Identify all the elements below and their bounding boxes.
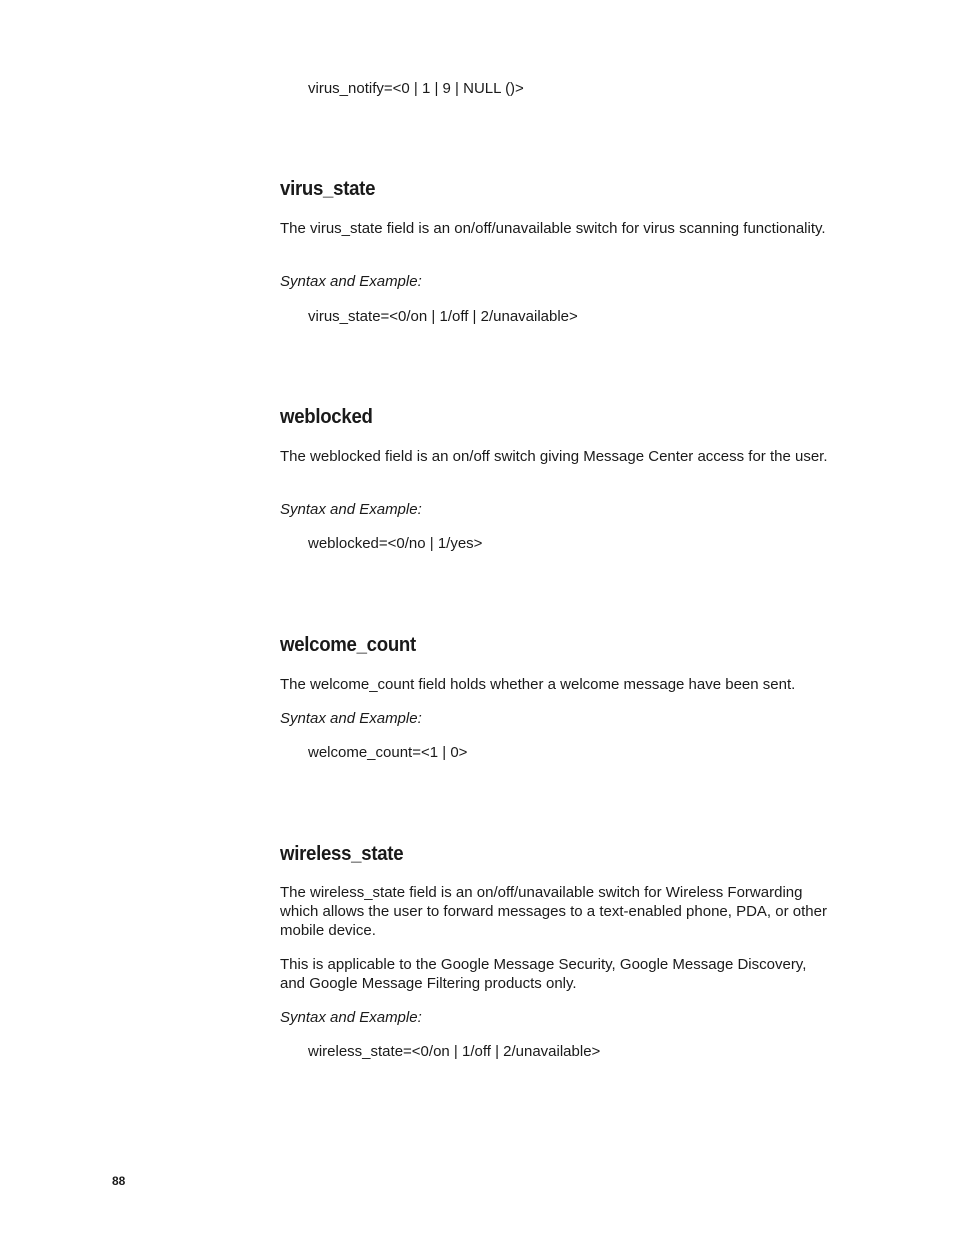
section-description: The virus_state field is an on/off/unavailable switch for virus scanning functionality. (280, 220, 826, 237)
code-example-wireless-state: wireless_state=<0/on | 1/off | 2/unavailable> (308, 1043, 601, 1060)
section-heading-wireless-state: wireless_state (280, 843, 404, 865)
top-code-example: virus_notify=<0 | 1 | 9 | NULL ()> (308, 80, 524, 97)
section-description: The weblocked field is an on/off switch giving Message Center access for the user. (280, 448, 828, 465)
section-heading-virus-state: virus_state (280, 178, 376, 200)
syntax-label: Syntax and Example: (280, 1009, 422, 1026)
code-example-weblocked: weblocked=<0/no | 1/yes> (308, 535, 483, 552)
section-heading-welcome-count: welcome_count (280, 634, 416, 656)
section-description: The wireless_state field is an on/off/unavailable switch for Wireless Forwarding which allows the user to forward messages to a text-enabled phone, PDA, or other mobile device. (280, 884, 827, 939)
syntax-label: Syntax and Example: (280, 710, 422, 727)
section-note: This is applicable to the Google Message Security, Google Message Discovery, and Google Message Filtering products only. (280, 956, 807, 992)
section-description: The welcome_count field holds whether a welcome message have been sent. (280, 676, 796, 693)
section-heading-weblocked: weblocked (280, 406, 373, 428)
syntax-label: Syntax and Example: (280, 273, 422, 290)
syntax-label: Syntax and Example: (280, 501, 422, 518)
page-number: 88 (112, 1174, 126, 1188)
code-example-welcome-count: welcome_count=<1 | 0> (308, 744, 468, 761)
code-example-virus-state: virus_state=<0/on | 1/off | 2/unavailable> (308, 308, 578, 325)
